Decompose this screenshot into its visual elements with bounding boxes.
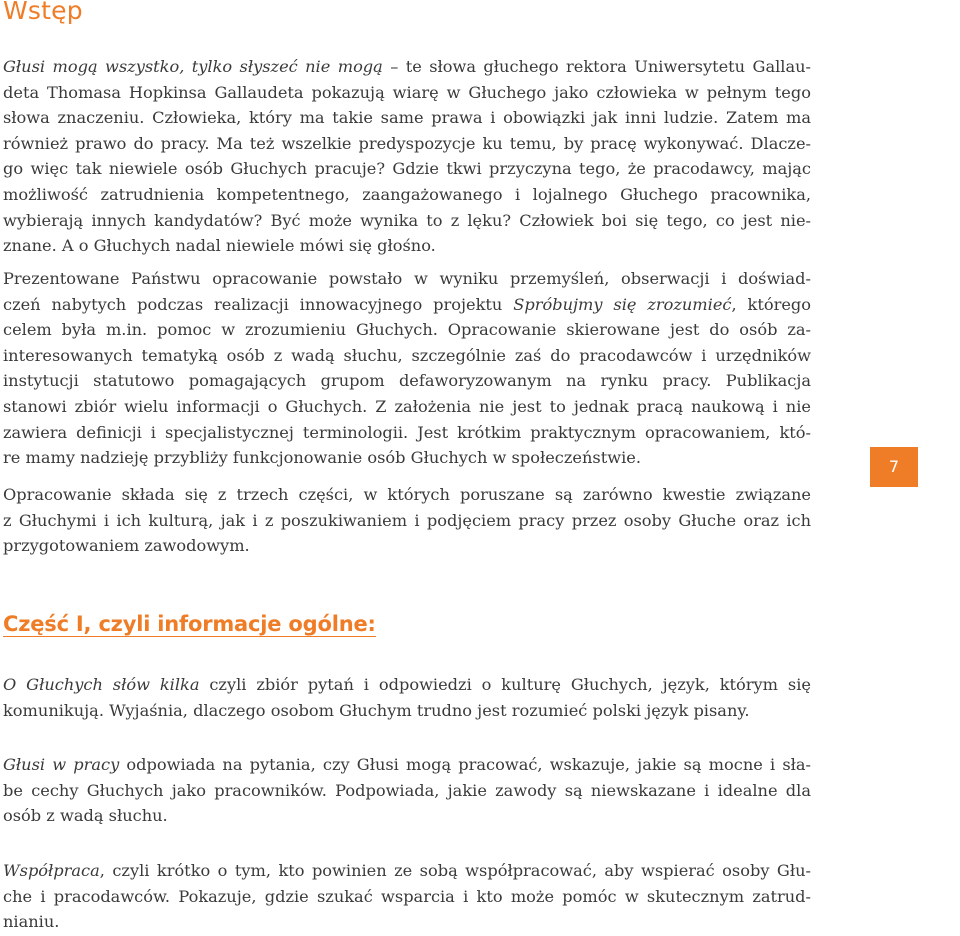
text-line: osób z wadą słuchu. [3, 806, 168, 826]
text-line: Opracowanie składa się z trzech części, w których poruszane są zarówno kwestie związane [3, 485, 811, 504]
section-heading: Część I, czyli informacje ogólne: [3, 612, 376, 636]
text-line: również prawo do pracy. Ma też wszelkie predyspozycje ku temu, by pracę wykonywać. Dlacze- [3, 133, 811, 153]
text-line: nianiu. [3, 912, 60, 932]
text-line: O Głuchych słów kilka czyli zbiór pytań i odpowiedzi o kulturę Głuchych, język, którym się [3, 675, 811, 694]
text-line: komunikują. Wyjaśnia, dlaczego osobom Głuchym trudno jest rozumieć polski język pisany. [3, 700, 750, 720]
italic-quote: Głusi mogą wszystko, tylko słyszeć nie mogą [3, 57, 383, 76]
text-line: przygotowaniem zawodowym. [3, 536, 250, 556]
project-title: Spróbujmy się zrozumieć [513, 294, 732, 314]
text-line: be cechy Głuchych jako pracowników. Podpowiada, jakie zawody są niewskazane i idealne dla [3, 780, 811, 800]
purpose-paragraph [3, 266, 811, 471]
text-line: che i pracodawców. Pokazuje, gdzie szukać wsparcia i kto może pomóc w skutecznym zatrud- [3, 886, 811, 906]
text-line: go więc tak niewiele osób Głuchych pracuje? Gdzie tkwi przyczyna tego, że pracodawcy, mając [3, 159, 811, 179]
text-line: re mamy nadzieję przybliży funkcjonowanie osób Głuchych w społeczeństwie. [3, 448, 641, 468]
text-line: celem była m.in. pomoc w zrozumieniu Głuchych. Opracowanie skierowane jest do osób za- [3, 320, 811, 340]
section-item-2 [3, 752, 811, 829]
item-title: O Głuchych słów kilka [3, 675, 200, 694]
text-line: Głusi w pracy odpowiada na pytania, czy Głusi mogą pracować, wskazuje, jakie są mocne i sła- [3, 755, 811, 774]
text-line: możliwość zatrudnienia kompetentnego, zaangażowanego i lojalnego Głuchego pracownika, [3, 184, 811, 204]
text-line: stanowi zbiór wielu informacji o Głuchych. Z założenia nie jest to jednak pracą naukową i nie [3, 396, 811, 416]
item-title: Głusi w pracy [3, 755, 120, 774]
intro-paragraph [3, 54, 811, 259]
text-line: znane. A o Głuchych nadal niewiele mówi się głośno. [3, 236, 436, 256]
structure-paragraph [3, 482, 811, 559]
text-line: wybierają innych kandydatów? Być może wynika to z lęku? Człowiek boi się tego, co jest nie- [3, 210, 811, 230]
text-line: Głusi mogą wszystko, tylko słyszeć nie mogą – te słowa głuchego rektora Uniwersytetu Gallau- [3, 57, 811, 76]
section-item-3 [3, 858, 811, 935]
text-line: czeń nabytych podczas realizacji innowacyjnego projektu Spróbujmy się zrozumieć, którego [3, 294, 812, 314]
text-line: zawiera definicji i specjalistycznej terminologii. Jest krótkim praktycznym opracowaniem, któ- [3, 422, 811, 442]
text-line: Prezentowane Państwu opracowanie powstało w wyniku przemyśleń, obserwacji i doświad- [3, 269, 811, 288]
text-line: Współpraca, czyli krótko o tym, kto powinien ze sobą współpracować, aby wspierać osoby Głu- [3, 861, 811, 880]
text-line: deta Thomasa Hopkinsa Gallaudeta pokazują wiarę w Głuchego jako człowieka w pełnym tego [3, 82, 811, 102]
text-line: interesowanych tematyką osób z wadą słuchu, szczególnie zaś do pracodawców i urzędników [3, 345, 811, 365]
item-title: Współpraca [3, 861, 100, 880]
page-number-badge: 7 [870, 447, 918, 487]
page-title: Wstęp [3, 0, 83, 25]
section-item-1 [3, 672, 811, 723]
text-line: słowa znaczeniu. Człowieka, który ma takie same prawa i obowiązki jak inni ludzie. Zatem ma [3, 108, 811, 128]
text-line: instytucji statutowo pomagających grupom defaworyzowanym na rynku pracy. Publikacja [3, 371, 811, 391]
text-line: z Głuchymi i ich kulturą, jak i z poszukiwaniem i podjęciem pracy przez osoby Głuche oraz ich [3, 510, 811, 530]
